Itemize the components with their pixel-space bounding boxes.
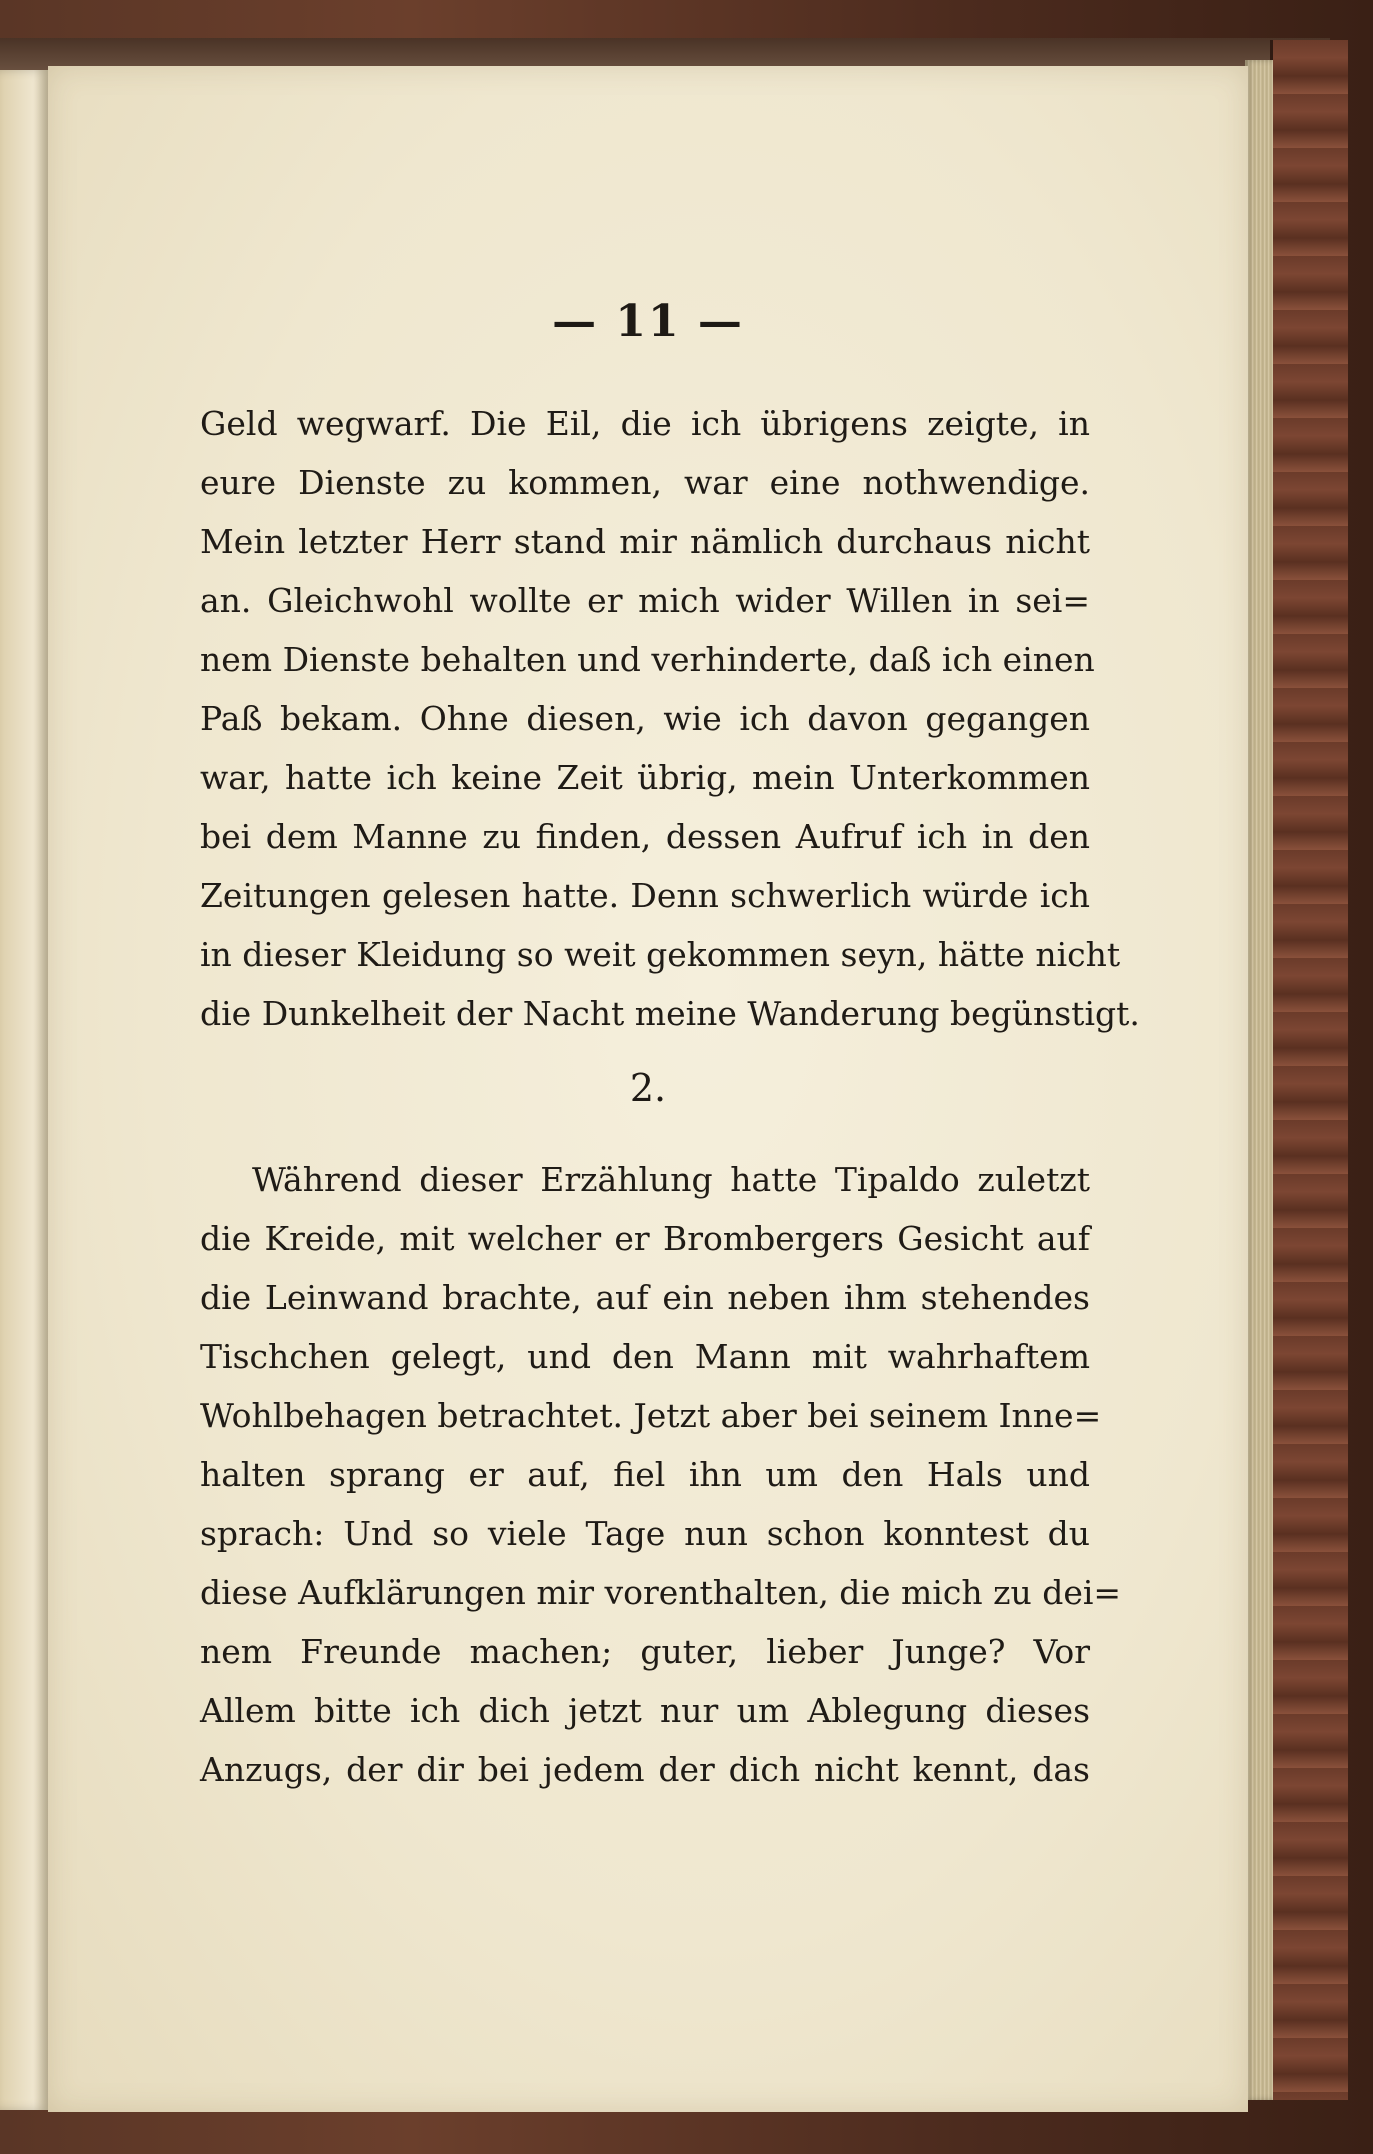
text-line: Mein letzter Herr stand mir nämlich durchaus nicht [200, 522, 1090, 561]
text-line: in dieser Kleidung so weit gekommen seyn, hätte nicht [200, 935, 1121, 974]
text-line: die Kreide, mit welcher er Brombergers Gesicht auf [200, 1219, 1090, 1258]
text-line: Tischchen gelegt, und den Mann mit wahrhaftem [200, 1337, 1090, 1376]
text-line: die Leinwand brachte, auf ein neben ihm stehendes [200, 1278, 1090, 1317]
book-page [48, 66, 1248, 2112]
text-line: Geld wegwarf. Die Eil, die ich übrigens zeigte, in [200, 404, 1090, 443]
text-line: sprach: Und so viele Tage nun schon konntest du [200, 1514, 1090, 1553]
text-line: Anzugs, der dir bei jedem der dich nicht kennt, das [200, 1750, 1090, 1789]
text-line: Während dieser Erzählung hatte Tipaldo zuletzt [252, 1160, 1090, 1199]
text-line: bei dem Manne zu finden, dessen Aufruf ich in den [200, 817, 1090, 856]
text-line: Zeitungen gelesen hatte. Denn schwerlich würde ich [200, 876, 1090, 915]
left-page-edge [0, 70, 48, 2110]
text-line: war, hatte ich keine Zeit übrig, mein Unterkommen [200, 758, 1090, 797]
text-line: Paß bekam. Ohne diesen, wie ich davon gegangen [200, 699, 1090, 738]
section-number: 2. [629, 1066, 667, 1110]
text-line: nem Dienste behalten und verhinderte, daß ich einen [200, 640, 1095, 679]
text-line: halten sprang er auf, fiel ihn um den Hals und [200, 1455, 1090, 1494]
text-line: nem Freunde machen; guter, lieber Junge? Vor [200, 1632, 1090, 1671]
page-number: — 11 — [552, 296, 744, 347]
text-line: eure Dienste zu kommen, war eine nothwendige. [200, 463, 1090, 502]
text-line: diese Aufklärungen mir vorenthalten, die mich zu dei= [200, 1573, 1122, 1612]
book-cover-edge [1270, 40, 1348, 2100]
page-stack-edge [1245, 60, 1273, 2100]
text-line: an. Gleichwohl wollte er mich wider Willen in sei= [200, 581, 1090, 620]
text-line: Allem bitte ich dich jetzt nur um Ablegung dieses [200, 1691, 1090, 1730]
text-line: die Dunkelheit der Nacht meine Wanderung begünstigt. [200, 994, 1140, 1033]
text-line: Wohlbehagen betrachtet. Jetzt aber bei seinem Inne= [200, 1396, 1102, 1435]
